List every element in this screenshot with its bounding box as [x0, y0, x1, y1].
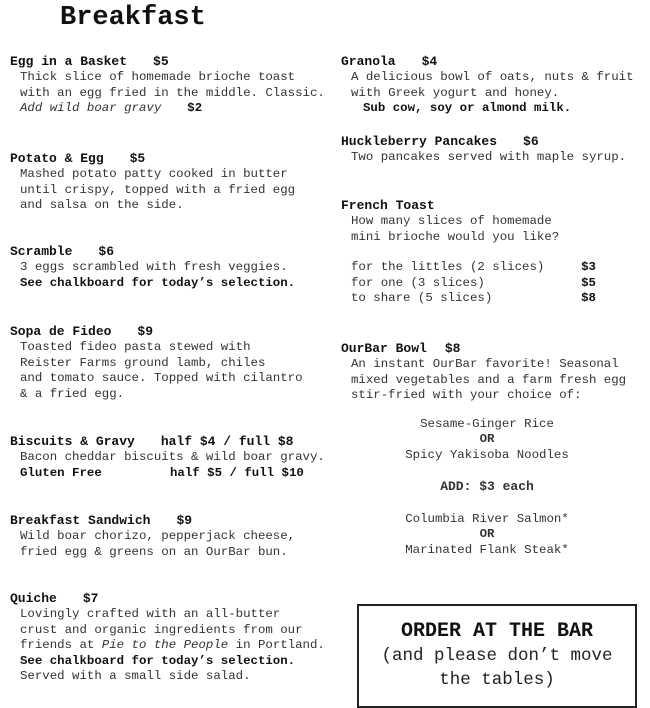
item-desc: How many slices of homemade	[351, 214, 552, 228]
bowl-add-1: Columbia River Salmon*	[405, 512, 569, 526]
item-desc: 3 eggs scrambled with fresh veggies.	[20, 260, 288, 274]
menu-item-quiche	[10, 590, 325, 685]
option-row	[341, 276, 596, 292]
item-desc: Wild boar chorizo, pepperjack cheese,	[20, 529, 296, 543]
item-desc: Served with a small side salad.	[20, 669, 251, 683]
menu-item-biscuits-gravy	[10, 433, 325, 481]
item-price: $7	[82, 591, 99, 606]
item-desc: in Portland.	[228, 638, 325, 652]
menu-item-ourbar-bowl	[341, 340, 626, 404]
item-name: Scramble	[10, 244, 73, 259]
item-desc: and tomato sauce. Topped with cilantro	[20, 371, 303, 385]
item-desc: Toasted fideo pasta stewed with	[20, 340, 251, 354]
option-price: $8	[581, 291, 596, 305]
order-at-bar-notice	[357, 604, 637, 708]
item-note: Sub cow, soy or almond milk.	[363, 101, 572, 115]
item-price: $9	[176, 513, 193, 528]
gluten-free-price: half $5 / full $10	[170, 465, 304, 480]
item-desc: until crispy, topped with a fried egg	[20, 182, 296, 197]
supplier-name: Pie to the People	[101, 638, 229, 652]
item-name: OurBar Bowl	[341, 341, 427, 356]
menu-item-huckleberry-pancakes	[341, 133, 626, 166]
item-desc: Bacon cheddar biscuits & wild boar gravy.	[20, 450, 325, 464]
menu-item-scramble	[10, 243, 295, 291]
menu-item-sopa-de-fideo	[10, 323, 303, 402]
item-name: Granola	[341, 54, 396, 69]
item-price: $4	[421, 54, 438, 69]
option-label: to share (5 slices)	[351, 291, 493, 305]
item-name: Sopa de Fideo	[10, 324, 112, 339]
item-desc: Mashed potato patty cooked in butter	[20, 167, 288, 181]
item-name: French Toast	[341, 198, 435, 213]
item-price: half $4 / full $8	[160, 434, 294, 449]
addon-price: $2	[187, 101, 203, 115]
item-name: Huckleberry Pancakes	[341, 134, 498, 149]
gluten-free-label: Gluten Free	[20, 465, 102, 480]
item-price: $8	[444, 341, 461, 356]
item-desc: fried egg & greens on an OurBar bun.	[20, 544, 288, 559]
bowl-or: OR	[479, 432, 495, 446]
item-price: $6	[523, 134, 539, 149]
item-desc: Two pancakes served with maple syrup.	[351, 150, 627, 164]
item-name: Breakfast Sandwich	[10, 513, 151, 528]
option-label: for one (3 slices)	[351, 275, 485, 290]
notice-line: (and please don’t move	[381, 646, 613, 666]
option-row	[341, 291, 596, 307]
item-name: Quiche	[10, 591, 57, 606]
item-desc: Thick slice of homemade brioche toast	[20, 70, 296, 84]
menu-item-potato-egg	[10, 150, 295, 214]
item-desc: crust and organic ingredients from our	[20, 622, 303, 637]
menu-item-granola	[341, 53, 634, 117]
option-row	[341, 260, 596, 276]
item-note: See chalkboard for today’s selection.	[20, 653, 296, 668]
menu-item-french-toast	[341, 197, 596, 307]
item-desc: with an egg fried in the middle. Classic.	[20, 85, 325, 100]
option-price: $3	[581, 260, 596, 274]
item-desc: mini brioche would you like?	[351, 229, 560, 244]
item-price: $5	[129, 151, 146, 166]
item-desc: An instant OurBar favorite! Seasonal	[351, 357, 619, 371]
option-price: $5	[581, 275, 596, 290]
item-desc: and salsa on the side.	[20, 198, 184, 212]
option-label: for the littles (2 slices)	[351, 260, 545, 274]
item-desc: with Greek yogurt and honey.	[351, 85, 560, 100]
item-price: $6	[98, 244, 115, 259]
page-title: Breakfast	[60, 3, 206, 33]
item-price: $5	[153, 54, 169, 69]
bowl-add-or: OR	[479, 527, 495, 541]
item-desc: friends at	[20, 638, 102, 652]
addon-label: Add wild boar gravy	[20, 101, 162, 115]
item-note: See chalkboard for today’s selection.	[20, 275, 296, 290]
item-desc: Lovingly crafted with an all-butter	[20, 607, 281, 621]
item-name: Egg in a Basket	[10, 54, 128, 69]
item-price: $9	[137, 324, 154, 339]
item-desc: mixed vegetables and a farm fresh egg	[351, 372, 627, 387]
bowl-choice-1: Sesame-Ginger Rice	[420, 417, 554, 431]
notice-headline: ORDER AT THE BAR	[400, 620, 594, 643]
bowl-choice-2: Spicy Yakisoba Noodles	[405, 448, 569, 462]
menu-item-egg-in-a-basket	[10, 53, 325, 117]
item-desc: & a fried egg.	[20, 386, 125, 401]
notice-line: the tables)	[439, 670, 555, 690]
item-desc: A delicious bowl of oats, nuts & fruit	[351, 70, 634, 84]
menu-item-breakfast-sandwich	[10, 512, 295, 560]
item-name: Potato & Egg	[10, 151, 104, 166]
item-desc: stir-fried with your choice of:	[351, 388, 582, 402]
bowl-add-2: Marinated Flank Steak*	[405, 543, 569, 557]
item-name: Biscuits & Gravy	[10, 434, 135, 449]
bowl-add: ADD: $3 each	[440, 479, 534, 494]
item-desc: Reister Farms ground lamb, chiles	[20, 355, 266, 370]
